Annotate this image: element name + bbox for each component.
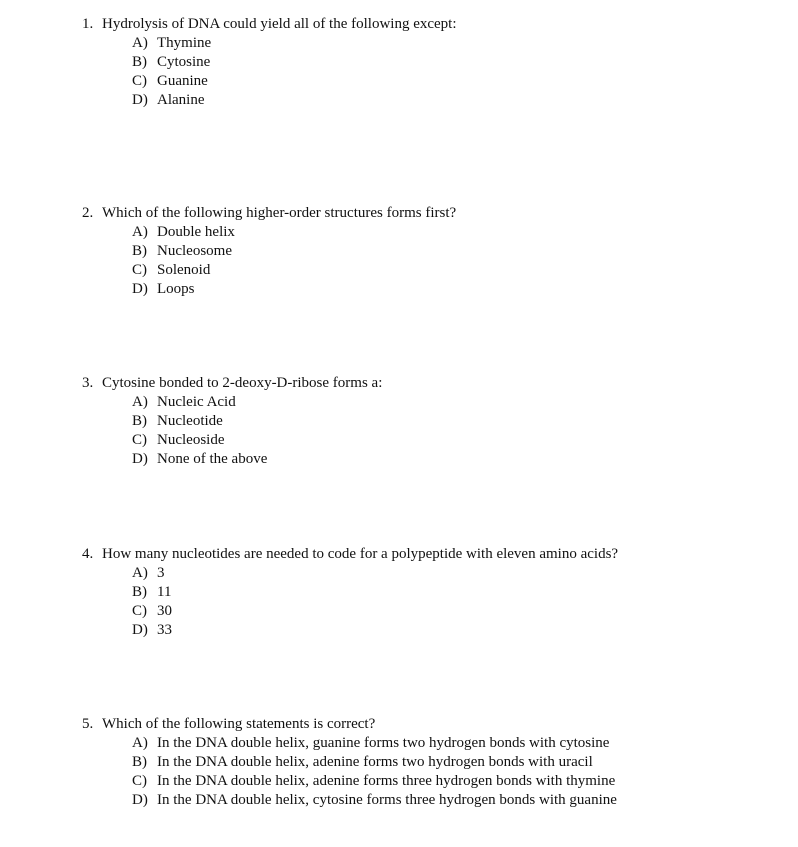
question-text: Cytosine bonded to 2-deoxy-D-ribose forms a:	[102, 375, 383, 391]
choice-a	[132, 34, 457, 53]
choice-letter: A)	[132, 35, 148, 51]
choice-c	[132, 431, 382, 450]
choice-a	[132, 734, 617, 753]
choice-d	[132, 450, 382, 469]
choice-letter: B)	[132, 243, 147, 259]
choice-text: In the DNA double helix, adenine forms three hydrogen bonds with thymine	[157, 773, 616, 789]
choice-d	[132, 280, 456, 299]
choice-text: Guanine	[157, 73, 208, 89]
choice-text: In the DNA double helix, adenine forms two hydrogen bonds with uracil	[157, 754, 593, 770]
question-text: Which of the following higher-order structures forms first?	[102, 205, 457, 221]
question-stem	[82, 204, 456, 223]
choice-b	[132, 242, 456, 261]
choice-c	[132, 772, 617, 791]
choice-letter: C)	[132, 603, 147, 619]
choice-letter: D)	[132, 281, 148, 297]
question-text: Which of the following statements is correct?	[102, 716, 376, 732]
answer-choices	[132, 564, 618, 640]
choice-text: 33	[157, 622, 172, 638]
choice-text: 3	[157, 565, 165, 581]
question-number: 3.	[82, 375, 94, 391]
choice-text: Double helix	[157, 224, 235, 240]
choice-letter: B)	[132, 413, 147, 429]
choice-letter: B)	[132, 54, 147, 70]
choice-c	[132, 261, 456, 280]
choice-text: Thymine	[157, 35, 212, 51]
question-stem	[82, 715, 617, 734]
choice-letter: A)	[132, 394, 148, 410]
choice-text: 30	[157, 603, 172, 619]
answer-choices	[132, 734, 617, 810]
choice-text: None of the above	[157, 451, 268, 467]
choice-text: In the DNA double helix, guanine forms two hydrogen bonds with cytosine	[157, 735, 610, 751]
question-text: How many nucleotides are needed to code for a polypeptide with eleven amino acids?	[102, 546, 619, 562]
choice-a	[132, 564, 618, 583]
answer-choices	[132, 393, 382, 469]
choice-d	[132, 791, 617, 810]
choice-a	[132, 223, 456, 242]
choice-b	[132, 583, 618, 602]
choice-c	[132, 602, 618, 621]
choice-letter: C)	[132, 432, 147, 448]
choice-text: Alanine	[157, 92, 205, 108]
choice-letter: D)	[132, 792, 148, 808]
question-number: 2.	[82, 205, 94, 221]
question-stem	[82, 374, 382, 393]
question-stem	[82, 15, 457, 34]
question-number: 5.	[82, 716, 94, 732]
choice-text: Nucleic Acid	[157, 394, 236, 410]
choice-letter: C)	[132, 262, 147, 278]
question-text: Hydrolysis of DNA could yield all of the following except:	[102, 16, 457, 32]
choice-letter: D)	[132, 92, 148, 108]
choice-text: Cytosine	[157, 54, 211, 70]
question-1	[82, 15, 457, 110]
answer-choices	[132, 223, 456, 299]
question-number: 1.	[82, 16, 94, 32]
choice-letter: A)	[132, 565, 148, 581]
choice-d	[132, 621, 618, 640]
question-5	[82, 715, 617, 810]
choice-text: Nucleotide	[157, 413, 223, 429]
choice-letter: B)	[132, 754, 147, 770]
question-3	[82, 374, 382, 469]
choice-b	[132, 412, 382, 431]
choice-letter: D)	[132, 622, 148, 638]
choice-letter: C)	[132, 773, 147, 789]
choice-text: Nucleosome	[157, 243, 232, 259]
question-4	[82, 545, 618, 640]
choice-b	[132, 753, 617, 772]
choice-text: Solenoid	[157, 262, 211, 278]
choice-text: Loops	[157, 281, 195, 297]
choice-text: In the DNA double helix, cytosine forms three hydrogen bonds with guanine	[157, 792, 617, 808]
question-number: 4.	[82, 546, 94, 562]
choice-text: 11	[157, 584, 172, 600]
answer-choices	[132, 34, 457, 110]
choice-d	[132, 91, 457, 110]
choice-c	[132, 72, 457, 91]
choice-b	[132, 53, 457, 72]
choice-letter: A)	[132, 224, 148, 240]
question-2	[82, 204, 456, 299]
question-stem	[82, 545, 618, 564]
choice-letter: D)	[132, 451, 148, 467]
choice-a	[132, 393, 382, 412]
choice-letter: B)	[132, 584, 147, 600]
choice-letter: A)	[132, 735, 148, 751]
choice-text: Nucleoside	[157, 432, 225, 448]
choice-letter: C)	[132, 73, 147, 89]
